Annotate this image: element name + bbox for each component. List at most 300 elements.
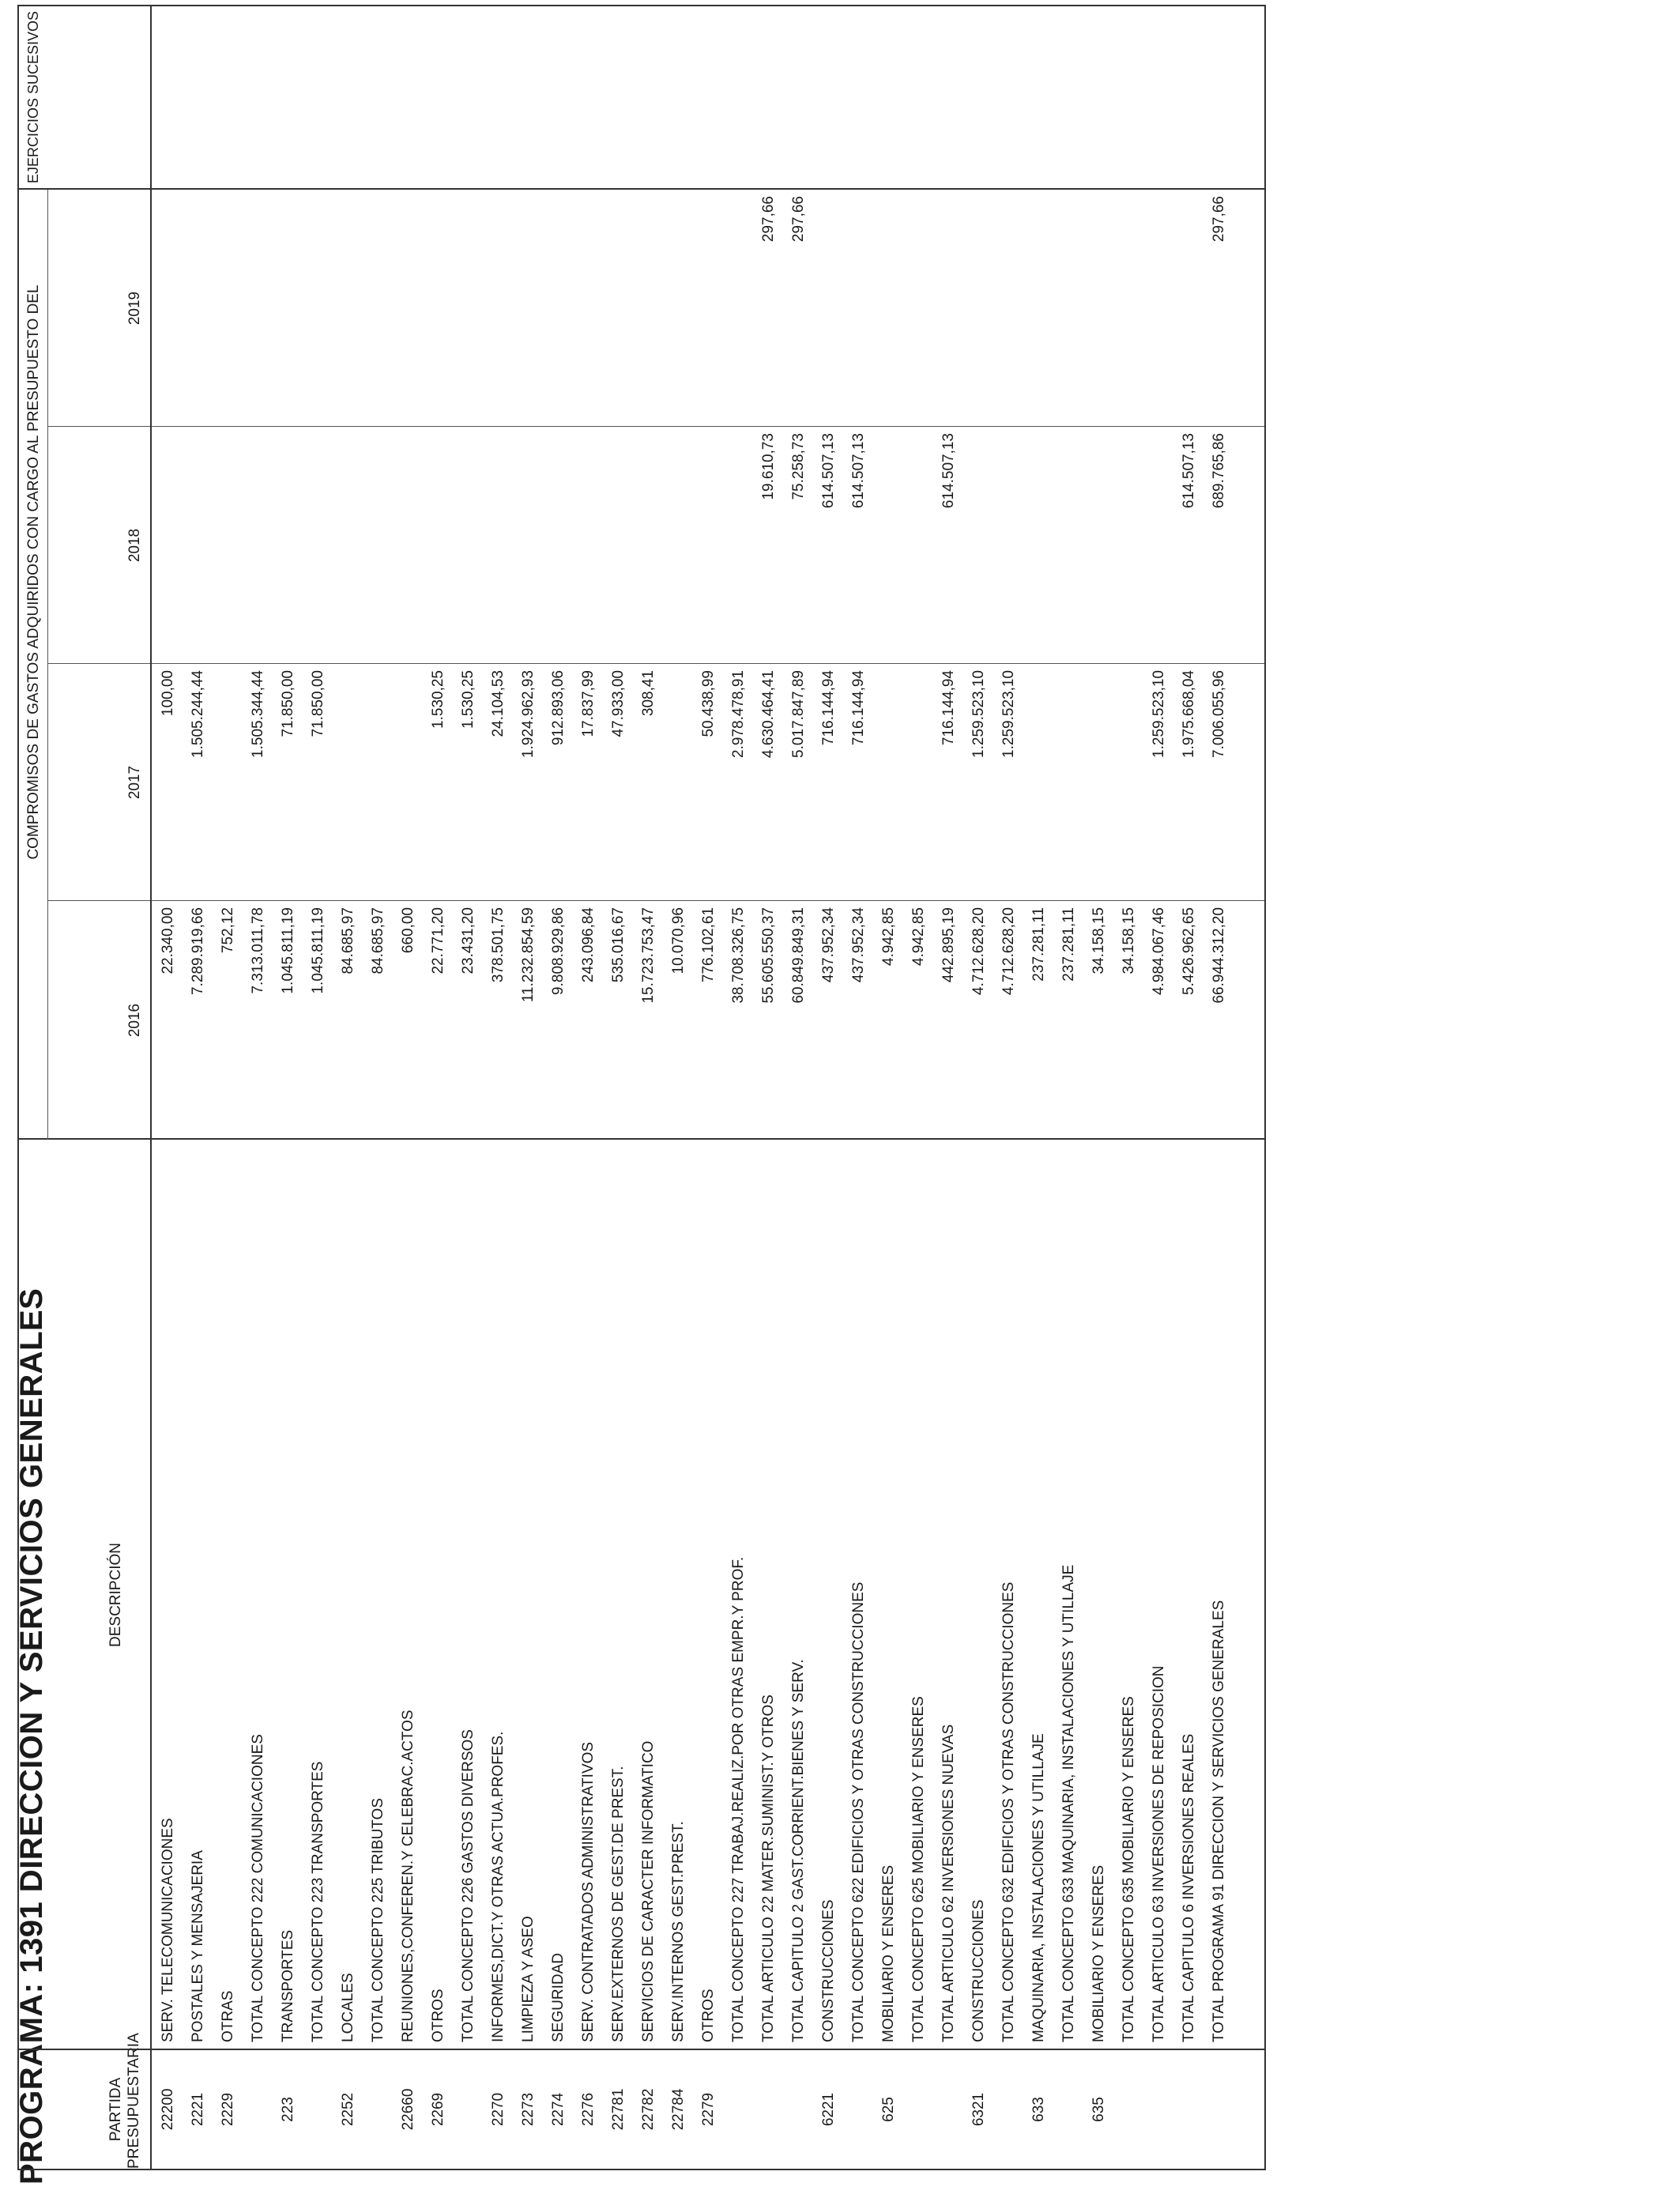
cell-2016: 23.431,20: [460, 907, 477, 974]
cell-2016: 243.096,84: [580, 907, 597, 983]
cell-sucesivos: [514, 11, 544, 190]
cell-2016: 10.070,96: [670, 907, 687, 974]
cell-2019: 297,66: [790, 196, 807, 243]
cell-2016: 84.685,97: [340, 907, 356, 974]
cell-descripcion: TOTAL PROGRAMA 91 DIRECCION Y SERVICIOS GENERALES: [1211, 1600, 1227, 2042]
table-row: [363, 6, 394, 2169]
cell-2018: [424, 433, 454, 664]
cell-2017: 2.978.478,91: [730, 670, 747, 758]
cell-2019: [994, 196, 1024, 427]
cell-2019: [1174, 196, 1204, 427]
cell-2017: 912.893,06: [550, 670, 567, 746]
table-row: [1054, 6, 1084, 2169]
cell-sucesivos: [153, 11, 183, 190]
header-partida: [107, 2033, 144, 2169]
cell-partida: [724, 2050, 754, 2169]
cell-2018: [273, 433, 303, 664]
table-row: [634, 6, 664, 2169]
cell-2019: 297,66: [760, 196, 777, 243]
cell-2019: [363, 196, 394, 427]
cell-partida: 2270: [490, 2092, 507, 2127]
cell-sucesivos: [424, 11, 454, 190]
cell-descripcion: INFORMES,DICT.Y OTRAS ACTUA.PROFES.: [490, 1731, 507, 2042]
table-row: [514, 6, 544, 2169]
cell-2018: [604, 433, 634, 664]
table-row: [994, 6, 1024, 2169]
cell-partida: [934, 2050, 964, 2169]
cell-sucesivos: [183, 11, 213, 190]
table-row: [784, 6, 814, 2169]
cell-2017: [664, 670, 694, 901]
cell-2017: 71.850,00: [310, 670, 326, 737]
cell-2019: [634, 196, 664, 427]
cell-2018: [1024, 433, 1054, 664]
cell-2018: [303, 433, 333, 664]
cell-sucesivos: [994, 11, 1024, 190]
cell-2017: 716.144,94: [940, 670, 957, 746]
cell-2017: [363, 670, 394, 901]
cell-descripcion: LIMPIEZA Y ASEO: [520, 1916, 537, 2042]
cell-partida: [303, 2050, 333, 2169]
cell-partida: [1114, 2050, 1144, 2169]
cell-2018: [363, 433, 394, 664]
cell-descripcion: TOTAL CONCEPTO 227 TRABAJ.REALIZ.POR OTRAS EMPR.Y PROF.: [730, 1556, 747, 2042]
cell-descripcion: LOCALES: [340, 1973, 356, 2042]
table-row: [754, 6, 784, 2169]
cell-descripcion: OTROS: [430, 1989, 446, 2042]
cell-2018: [153, 433, 183, 664]
table-row: [544, 6, 574, 2169]
cell-2018: 614.507,13: [940, 433, 957, 509]
cell-descripcion: TOTAL CONCEPTO 632 EDIFICIOS Y OTRAS CONSTRUCCIONES: [1000, 1581, 1017, 2042]
cell-2017: 1.530,25: [430, 670, 446, 729]
cell-2016: 660,00: [400, 907, 416, 954]
table-row: [333, 6, 363, 2169]
cell-partida: 22200: [160, 2088, 176, 2131]
cell-2016: 5.426.962,65: [1181, 907, 1197, 995]
cell-sucesivos: [604, 11, 634, 190]
cell-2018: 614.507,13: [850, 433, 867, 509]
cell-2017: 716.144,94: [820, 670, 837, 746]
cell-sucesivos: [394, 11, 424, 190]
cell-descripcion: TOTAL CONCEPTO 223 TRANSPORTES: [310, 1761, 326, 2042]
cell-descripcion: CONSTRUCCIONES: [970, 1899, 987, 2042]
cell-partida: 22781: [610, 2088, 627, 2131]
cell-2017: 308,41: [640, 670, 657, 717]
cell-partida: [784, 2050, 814, 2169]
cell-partida: [994, 2050, 1024, 2169]
table-row: [904, 6, 934, 2169]
cell-descripcion: SERV. CONTRATADOS ADMINISTRATIVOS: [580, 1741, 597, 2042]
cell-partida: [243, 2050, 273, 2169]
cell-2017: [333, 670, 363, 901]
cell-2017: 1.505.344,44: [250, 670, 266, 758]
cell-partida: 22660: [400, 2088, 416, 2131]
cell-2019: [303, 196, 333, 427]
table-row: [394, 6, 424, 2169]
table-row: [844, 6, 874, 2169]
cell-descripcion: MOBILIARIO Y ENSERES: [1090, 1864, 1107, 2042]
table-row: [213, 6, 243, 2169]
cell-2016: 437.952,34: [850, 907, 867, 983]
cell-2017: [1024, 670, 1054, 901]
cell-sucesivos: [574, 11, 604, 190]
cell-2018: [1144, 433, 1174, 664]
table-row: [1204, 6, 1234, 2169]
cell-2017: [394, 670, 424, 901]
cell-partida: [1174, 2050, 1204, 2169]
cell-partida: [754, 2050, 784, 2169]
cell-descripcion: TOTAL CONCEPTO 225 TRIBUTOS: [370, 1797, 386, 2042]
cell-partida: 635: [1090, 2097, 1107, 2122]
cell-2017: 1.259.523,10: [1000, 670, 1017, 758]
cell-2016: 7.289.919,66: [190, 907, 206, 995]
cell-partida: 223: [280, 2097, 296, 2122]
cell-sucesivos: [273, 11, 303, 190]
cell-partida: [454, 2050, 484, 2169]
cell-2016: 22.771,20: [430, 907, 446, 974]
cell-2018: [874, 433, 904, 664]
cell-descripcion: SEGURIDAD: [550, 1953, 567, 2042]
page-title: PROGRAMA: 1391 DIRECCION Y SERVICIOS GENERALES: [14, 1287, 49, 2185]
cell-2016: 34.158,15: [1121, 907, 1137, 974]
cell-2016: 776.102,61: [700, 907, 717, 983]
table-row: [183, 6, 213, 2169]
cell-2016: 378.501,75: [490, 907, 507, 983]
header-bottom-rule: [150, 6, 152, 2169]
cell-2017: 716.144,94: [850, 670, 867, 746]
cell-2018: [724, 433, 754, 664]
cell-descripcion: SERV.INTERNOS GEST.PREST.: [670, 1821, 687, 2042]
table-row: [153, 6, 183, 2169]
cell-2018: 689.765,86: [1211, 433, 1227, 509]
cell-2019: 297,66: [1211, 196, 1227, 243]
cell-2016: 1.045.811,19: [310, 907, 326, 994]
header-partida-line2: PRESUPUESTARIA: [125, 2033, 142, 2169]
cell-2017: 71.850,00: [280, 670, 296, 737]
cell-2017: [904, 670, 934, 901]
cell-2019: [724, 196, 754, 427]
cell-sucesivos: [1204, 11, 1234, 190]
cell-2016: 1.045.811,19: [280, 907, 296, 994]
cell-2017: 17.837,99: [580, 670, 597, 737]
cell-descripcion: POSTALES Y MENSAJERIA: [190, 1850, 206, 2042]
header-year-2018: 2018: [126, 528, 143, 563]
cell-sucesivos: [1174, 11, 1204, 190]
cell-2018: [1114, 433, 1144, 664]
cell-2016: 60.849.849,31: [790, 907, 807, 1004]
cell-partida: 2276: [580, 2092, 597, 2127]
cell-2016: 66.944.312,20: [1211, 907, 1227, 1004]
header-year-2016: 2016: [126, 1003, 143, 1038]
cell-2018: 75.258,73: [790, 433, 807, 500]
cell-descripcion: TOTAL CAPITULO 6 INVERSIONES REALES: [1181, 1733, 1197, 2042]
table-row: [724, 6, 754, 2169]
cell-2019: [333, 196, 363, 427]
cell-partida: 625: [880, 2097, 897, 2122]
cell-descripcion: TOTAL CONCEPTO 622 EDIFICIOS Y OTRAS CONSTRUCCIONES: [850, 1581, 867, 2042]
cell-2019: [814, 196, 844, 427]
cell-partida: [844, 2050, 874, 2169]
cell-sucesivos: [634, 11, 664, 190]
cell-partida: 2229: [220, 2092, 236, 2127]
cell-2016: 4.942,85: [880, 907, 897, 966]
cell-2019: [153, 196, 183, 427]
cell-2016: 7.313.011,78: [250, 907, 266, 994]
cell-partida: 2279: [700, 2092, 717, 2127]
cell-2017: 47.933,00: [610, 670, 627, 737]
cell-2017: 1.530,25: [460, 670, 477, 729]
cell-2017: 4.630.464,41: [760, 670, 777, 758]
cell-2019: [574, 196, 604, 427]
cell-sucesivos: [964, 11, 994, 190]
cell-2019: [844, 196, 874, 427]
cell-sucesivos: [814, 11, 844, 190]
cell-partida: [1054, 2050, 1084, 2169]
cell-2018: [994, 433, 1024, 664]
cell-2017: 1.259.523,10: [970, 670, 987, 758]
cell-sucesivos: [1024, 11, 1054, 190]
cell-2016: 4.712.628,20: [970, 907, 987, 995]
cell-partida: 22784: [670, 2088, 687, 2131]
cell-2019: [964, 196, 994, 427]
cell-sucesivos: [544, 11, 574, 190]
cell-descripcion: REUNIONES,CONFEREN.Y CELEBRAC.ACTOS: [400, 1710, 416, 2042]
table-row: [1024, 6, 1054, 2169]
table-row: [243, 6, 273, 2169]
cell-2017: 50.438,99: [700, 670, 717, 737]
cell-2018: [333, 433, 363, 664]
cell-partida: 2269: [430, 2092, 446, 2127]
cell-2016: 237.281,11: [1030, 907, 1047, 982]
table-row: [964, 6, 994, 2169]
table-row: [664, 6, 694, 2169]
cell-2019: [694, 196, 724, 427]
cell-2018: 614.507,13: [820, 433, 837, 509]
cell-2018: [1084, 433, 1114, 664]
cell-2019: [874, 196, 904, 427]
cell-sucesivos: [664, 11, 694, 190]
table-row: [1114, 6, 1144, 2169]
table-row: [934, 6, 964, 2169]
cell-2017: 24.104,53: [490, 670, 507, 737]
cell-2016: 9.808.929,86: [550, 907, 567, 995]
cell-2019: [664, 196, 694, 427]
cell-partida: [1144, 2050, 1174, 2169]
cell-2017: 1.505.244,44: [190, 670, 206, 758]
cell-2016: 4.942,85: [910, 907, 927, 966]
cell-partida: [1204, 2050, 1234, 2169]
cell-2016: 22.340,00: [160, 907, 176, 974]
cell-descripcion: TOTAL ARTICULO 63 INVERSIONES DE REPOSICION: [1151, 1665, 1167, 2042]
cell-2018: [664, 433, 694, 664]
cell-sucesivos: [243, 11, 273, 190]
cell-2016: 11.232.854,59: [520, 907, 537, 1003]
table-row: [303, 6, 333, 2169]
cell-2019: [1114, 196, 1144, 427]
cell-partida: 6321: [970, 2092, 987, 2127]
cell-partida: 633: [1030, 2097, 1047, 2122]
header-year-2017: 2017: [126, 765, 143, 800]
table-row: [694, 6, 724, 2169]
cell-2017: [213, 670, 243, 901]
cell-descripcion: TOTAL CONCEPTO 635 MOBILIARIO Y ENSERES: [1121, 1696, 1137, 2042]
cell-2018: [964, 433, 994, 664]
cell-2018: [484, 433, 514, 664]
cell-2017: [874, 670, 904, 901]
cell-2016: 34.158,15: [1090, 907, 1107, 974]
cell-sucesivos: [904, 11, 934, 190]
cell-descripcion: CONSTRUCCIONES: [820, 1899, 837, 2042]
cell-2016: 237.281,11: [1060, 907, 1077, 982]
cell-2018: [634, 433, 664, 664]
cell-descripcion: SERV. TELECOMUNICACIONES: [160, 1818, 176, 2042]
cell-2017: 7.006.055,96: [1211, 670, 1227, 758]
cell-2017: 1.975.668,04: [1181, 670, 1197, 758]
header-descripcion: DESCRIPCIÓN: [107, 1543, 124, 1647]
cell-descripcion: SERV.EXTERNOS DE GEST.DE PREST.: [610, 1766, 627, 2042]
cell-2016: 437.952,34: [820, 907, 837, 983]
cell-sucesivos: [454, 11, 484, 190]
cell-2016: 535.016,67: [610, 907, 627, 983]
cell-2019: [273, 196, 303, 427]
cell-partida: 2273: [520, 2092, 537, 2127]
cell-descripcion: MOBILIARIO Y ENSERES: [880, 1864, 897, 2042]
cell-descripcion: TOTAL CONCEPTO 226 GASTOS DIVERSOS: [460, 1729, 477, 2042]
cell-2019: [454, 196, 484, 427]
header-year-2019: 2019: [126, 291, 143, 326]
cell-sucesivos: [754, 11, 784, 190]
cell-descripcion: TOTAL ARTICULO 62 INVERSIONES NUEVAS: [940, 1724, 957, 2042]
cell-sucesivos: [1144, 11, 1174, 190]
cell-2016: 4.984.067,46: [1151, 907, 1167, 995]
cell-descripcion: TOTAL CONCEPTO 625 MOBILIARIO Y ENSERES: [910, 1696, 927, 2042]
cell-sucesivos: [1084, 11, 1114, 190]
cell-partida: 2274: [550, 2092, 567, 2127]
cell-2019: [1084, 196, 1114, 427]
cell-sucesivos: [724, 11, 754, 190]
cell-2018: [243, 433, 273, 664]
cell-2019: [604, 196, 634, 427]
cell-2016: 38.708.326,75: [730, 907, 747, 1004]
header-divider-compromisos: [47, 190, 48, 1140]
cell-2019: [183, 196, 213, 427]
cell-partida: 6221: [820, 2092, 837, 2127]
cell-2019: [424, 196, 454, 427]
cell-sucesivos: [934, 11, 964, 190]
cell-sucesivos: [1114, 11, 1144, 190]
cell-2016: 55.605.550,37: [760, 907, 777, 1004]
cell-2018: [514, 433, 544, 664]
cell-sucesivos: [844, 11, 874, 190]
header-compromisos: COMPROMISOS DE GASTOS ADQUIRIDOS CON CARGO AL PRESUPUESTO DEL: [25, 285, 42, 860]
cell-2017: 1.259.523,10: [1151, 670, 1167, 758]
cell-descripcion: TOTAL CONCEPTO 633 MAQUINARIA, INSTALACIONES Y UTILLAJE: [1060, 1564, 1077, 2042]
cell-partida: [904, 2050, 934, 2169]
cell-2016: 4.712.628,20: [1000, 907, 1017, 995]
cell-2017: 100,00: [160, 670, 176, 717]
cell-2019: [514, 196, 544, 427]
cell-2018: [183, 433, 213, 664]
cell-2018: [213, 433, 243, 664]
cell-sucesivos: [213, 11, 243, 190]
cell-2018: [1054, 433, 1084, 664]
table-row: [424, 6, 454, 2169]
cell-2019: [544, 196, 574, 427]
cell-descripcion: TRANSPORTES: [280, 1929, 296, 2042]
budget-table: [17, 5, 1266, 2170]
cell-2019: [394, 196, 424, 427]
cell-descripcion: SERVICIOS DE CARACTER INFORMATICO: [640, 1740, 657, 2042]
cell-2017: [1114, 670, 1144, 901]
cell-2019: [934, 196, 964, 427]
cell-2017: 1.924.962,93: [520, 670, 537, 758]
cell-2017: [1054, 670, 1084, 901]
cell-2019: [213, 196, 243, 427]
cell-2017: [1084, 670, 1114, 901]
table-row: [1084, 6, 1114, 2169]
cell-descripcion: TOTAL CAPITULO 2 GAST.CORRIENT.BIENES Y SERV.: [790, 1659, 807, 2042]
cell-sucesivos: [333, 11, 363, 190]
cell-2018: 19.610,73: [760, 433, 777, 500]
cell-sucesivos: [363, 11, 394, 190]
cell-2016: 442.895,19: [940, 907, 957, 983]
cell-2019: [1144, 196, 1174, 427]
cell-2016: 15.723.753,47: [640, 907, 657, 1004]
cell-2017: 5.017.847,89: [790, 670, 807, 758]
cell-2019: [243, 196, 273, 427]
table-row: [814, 6, 844, 2169]
header-partida-line1: PARTIDA: [107, 2077, 124, 2142]
cell-descripcion: OTROS: [700, 1989, 717, 2042]
cell-partida: 2221: [190, 2092, 206, 2127]
cell-partida: 22782: [640, 2088, 657, 2131]
cell-sucesivos: [874, 11, 904, 190]
cell-2018: [904, 433, 934, 664]
cell-2018: 614.507,13: [1181, 433, 1197, 509]
table-row: [484, 6, 514, 2169]
cell-2018: [544, 433, 574, 664]
table-row: [874, 6, 904, 2169]
cell-descripcion: TOTAL CONCEPTO 222 COMUNICACIONES: [250, 1734, 266, 2042]
table-row: [604, 6, 634, 2169]
table-row: [1144, 6, 1174, 2169]
cell-descripcion: TOTAL ARTICULO 22 MATER.SUMINIST.Y OTROS: [760, 1695, 777, 2042]
cell-sucesivos: [484, 11, 514, 190]
cell-descripcion: OTRAS: [220, 1990, 236, 2042]
cell-sucesivos: [784, 11, 814, 190]
cell-2018: [454, 433, 484, 664]
table-row: [454, 6, 484, 2169]
cell-2019: [1024, 196, 1054, 427]
cell-2016: 752,12: [220, 907, 236, 954]
cell-2016: 84.685,97: [370, 907, 386, 974]
cell-descripcion: MAQUINARIA, INSTALACIONES Y UTILLAJE: [1030, 1733, 1047, 2042]
table-row: [574, 6, 604, 2169]
header-ejercicios-sucesivos: EJERCICIOS SUCESIVOS: [25, 10, 41, 184]
cell-2018: [394, 433, 424, 664]
cell-partida: [363, 2050, 394, 2169]
cell-partida: 2252: [340, 2092, 356, 2127]
cell-sucesivos: [1054, 11, 1084, 190]
cell-2018: [694, 433, 724, 664]
table-row: [273, 6, 303, 2169]
table-row: [1174, 6, 1204, 2169]
cell-2019: [904, 196, 934, 427]
cell-2018: [574, 433, 604, 664]
cell-sucesivos: [303, 11, 333, 190]
cell-2019: [484, 196, 514, 427]
